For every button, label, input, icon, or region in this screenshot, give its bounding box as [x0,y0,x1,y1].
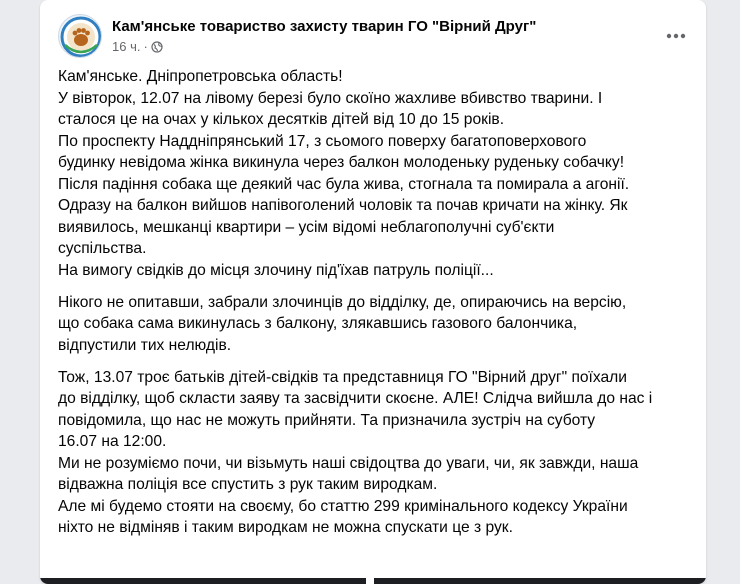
post-paragraph [58,367,690,539]
media-thumbnail-right[interactable] [374,578,706,584]
post-text-line: що собака сама викинулась з балкону, злякавшись газового балончика, [58,315,578,332]
post-text [58,66,690,549]
meta-separator: · [143,39,148,54]
post-text-line: суспільства. [58,240,147,257]
post-header [58,14,688,60]
globe-icon[interactable] [151,41,163,53]
page-name-link[interactable]: Кам'янське товариство захисту тварин ГО "Вірний Друг" [112,18,537,35]
more-horizontal-icon [666,33,686,39]
post-text-line: Кам'янське. Дніпропетровська область! [58,68,343,85]
post-text-line: ніхто не відміняв і таким виродкам не можна спускати це з рук. [58,519,513,536]
post-text-line: відважна поліція все спустить з рук таким виродкам. [58,476,438,493]
post-text-line: Але мі будемо стояти на своєму, бо статтю 299 кримінального кодексу України [58,497,628,515]
post-text-line: По проспекту Наддніпрянський 17, з сьомого поверху багатоповерхового [58,132,587,150]
post-text-line: Нікого не опитавши, забрали злочинців до відділку, де, опираючись на версію, [58,293,627,311]
post-text-line: сталося це на очах у кількох десятків дітей від 10 до 15 років. [58,111,505,128]
media-thumbnail-left[interactable] [40,578,366,584]
page-avatar[interactable] [58,14,102,58]
post-text-line: до відділку, щоб скласти заяву та засвідчити скоєне. АЛЕ! Слідча вийшла до нас і [58,390,653,407]
post-text-line: У вівторок, 12.07 на лівому березі було скоїно жахливе вбивство тварини. І [58,89,603,107]
post-card [40,0,706,584]
post-text-line: відпустили тих нелюдів. [58,336,232,354]
post-text-line: Одразу на балкон вийшов напівоголений чоловік та почав кричати на жінку. Як [58,197,628,214]
post-timestamp[interactable]: 16 ч. [112,39,141,54]
post-text-line: 16.07 на 12:00. [58,433,167,450]
post-text-line: Після падіння собака ще деякий час була жива, стогнала та помирала а агонії. [58,175,630,193]
media-strip [40,578,706,584]
post-text-line: Тож, 13.07 троє батьків дітей-свідків та представниця ГО "Вірний друг" поїхали [58,368,627,386]
paw-logo-icon [59,15,102,58]
more-options-button[interactable] [658,18,694,54]
post-text-line: будинку невідома жінка викинула через балкон молоденьку руденьку собачку! [58,154,625,171]
post-paragraph [58,292,690,357]
post-text-line: На вимогу свідків до місця злочину під'їхав патруль поліції... [58,261,494,279]
post-paragraph [58,66,690,281]
post-text-line: виявилось, мешканці квартири – усім відомі неблагополучні суб'єкти [58,218,555,236]
post-text-line: повідомила, що нас не можуть прийняти. Та призначила зустріч на суботу [58,411,596,429]
post-meta [112,39,163,54]
post-text-line: Ми не розуміємо почи, чи візьмуть наші свідоцтва до уваги, чи, як завжди, наша [58,454,639,472]
